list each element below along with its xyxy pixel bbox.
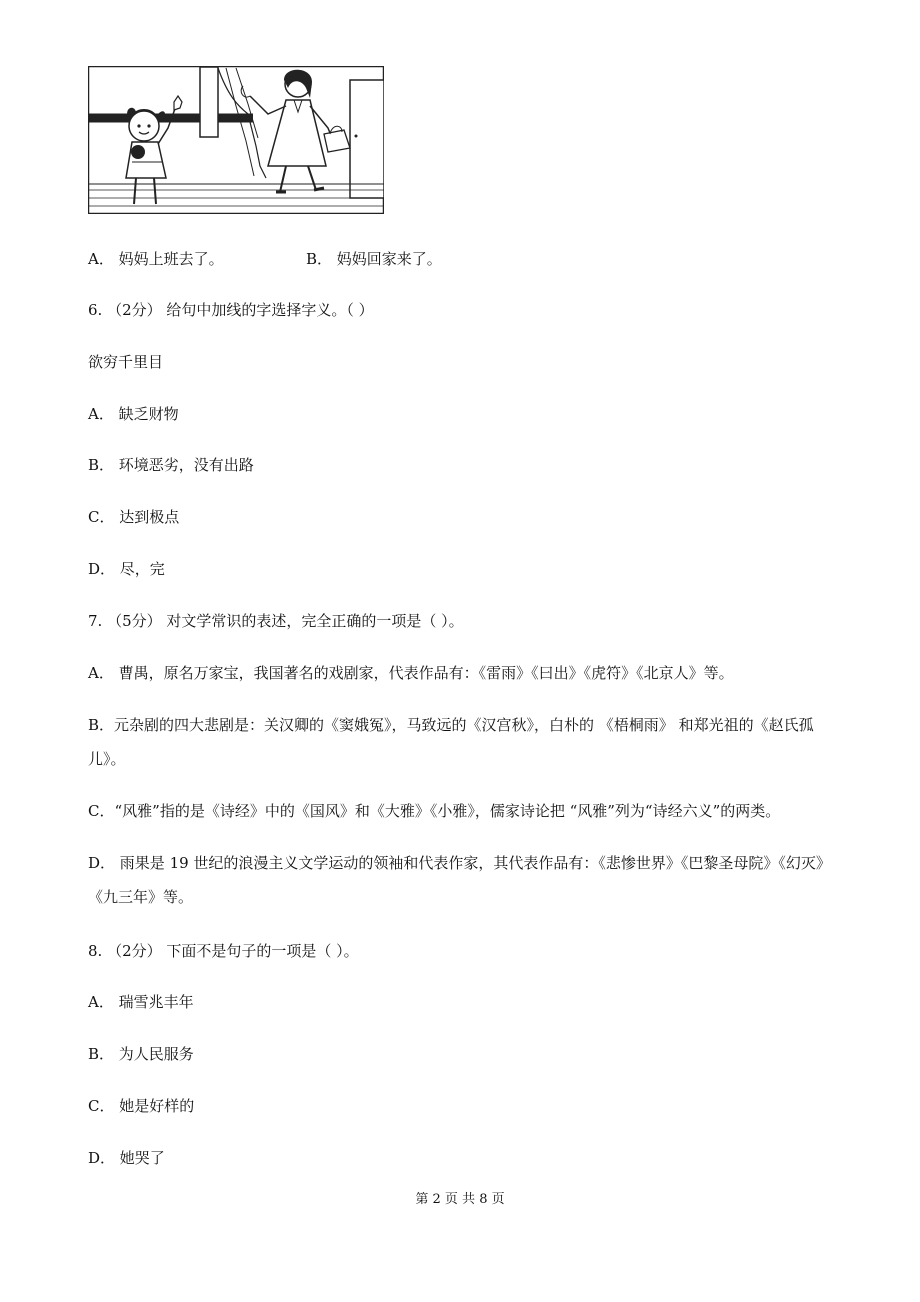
q7-option-b-cont: 儿》。 — [88, 750, 126, 768]
q6-option-a: A． 缺乏财物 — [88, 405, 179, 423]
q6-option-c: C． 达到极点 — [88, 508, 180, 526]
q8-option-a: A． 瑞雪兆丰年 — [88, 993, 194, 1011]
q7-option-b: B．元杂剧的四大悲剧是：关汉卿的《窦娥冤》，马致远的《汉宫秋》，白朴的 《梧桐雨》 和郑光祖的《赵氏孤 — [88, 716, 814, 734]
q8-option-b: B． 为人民服务 — [88, 1045, 194, 1063]
q5-option-b: B． 妈妈回家来了。 — [306, 250, 442, 268]
q6-sentence: 欲穷千里目 — [88, 353, 164, 371]
q6-option-b: B． 环境恶劣，没有出路 — [88, 456, 254, 474]
q8-option-d: D． 她哭了 — [88, 1149, 165, 1167]
girl-mother-illustration — [88, 66, 384, 214]
page-number: 第 2 页 共 8 页 — [415, 1192, 505, 1207]
q7-option-c: C．“风雅”指的是《诗经》中的《国风》和《大雅》《小雅》，儒家诗论把 “风雅”列为“诗经六义”的两类。 — [88, 802, 781, 820]
q6-stem: 6. （2分） 给句中加线的字选择字义。（ ） — [88, 301, 374, 319]
q7-option-a: A． 曹禺，原名万家宝，我国著名的戏剧家，代表作品有：《雷雨》《曰出》《虎符》《北京人》等。 — [88, 664, 734, 682]
q8-option-c: C． 她是好样的 — [88, 1097, 195, 1115]
q7-option-d-cont: 《九三年》等。 — [88, 888, 194, 906]
q5-option-a: A． 妈妈上班去了。 — [88, 250, 224, 268]
q6-option-d: D． 尽，完 — [88, 560, 165, 578]
q7-stem: 7. （5分） 对文学常识的表述，完全正确的一项是（ ）。 — [88, 612, 464, 630]
q8-stem: 8. （2分） 下面不是句子的一项是（ ）。 — [88, 942, 359, 960]
q7-option-d: D． 雨果是 19 世纪的浪漫主义文学运动的领袖和代表作家，其代表作品有：《悲惨世界》《巴黎圣母院》《幻灭》 — [88, 854, 831, 872]
